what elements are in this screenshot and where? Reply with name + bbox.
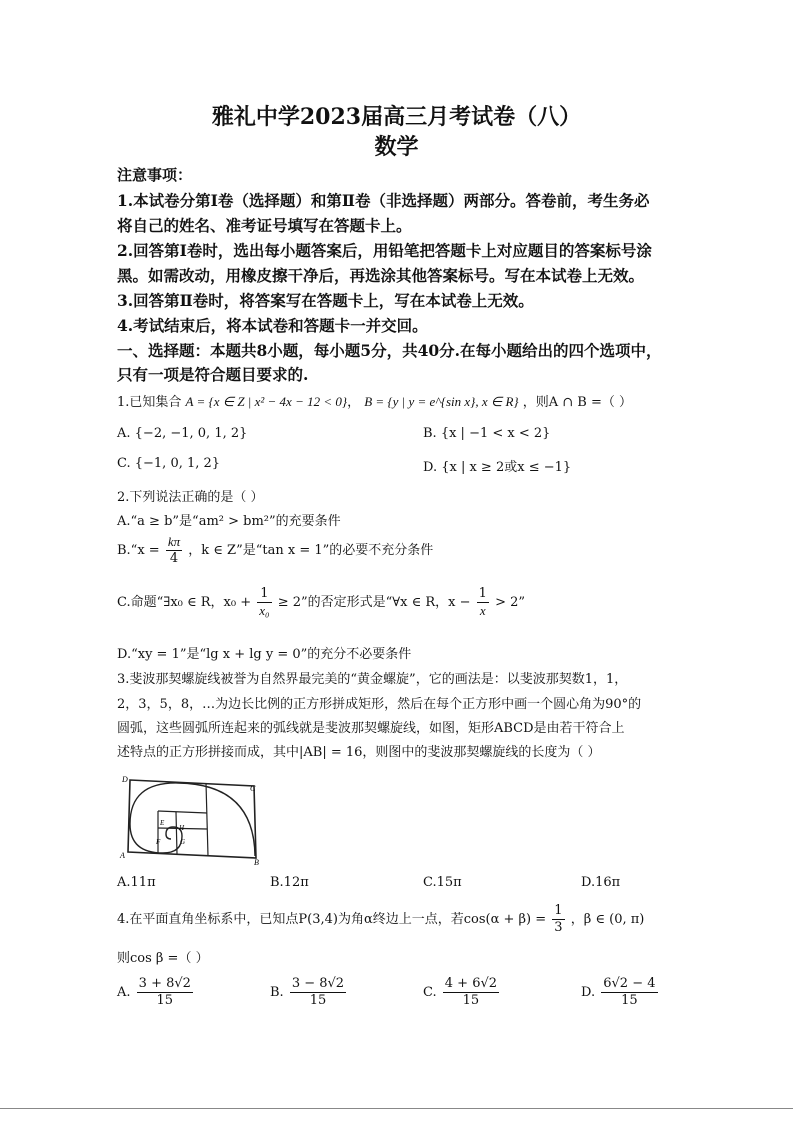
label-e: E xyxy=(160,819,165,827)
q3-option-a: A.11π xyxy=(117,875,156,890)
q2-b-post: ，k ∈ Z”是“tan x = 1”的必要不充分条件 xyxy=(188,543,434,558)
q1-option-a: A. {−2, −1, 0, 1, 2} xyxy=(117,426,248,441)
q2-option-d: D.“xy = 1”是“lg x + lg y = 0”的充分不必要条件 xyxy=(117,647,412,662)
spiral-curve xyxy=(130,783,255,856)
note-2b: 黑。如需改动，用橡皮擦干净后，再选涂其他答案标号。写在本试卷上无效。 xyxy=(117,266,645,285)
q4-num: 1 xyxy=(554,903,563,918)
q4-l1-post: ，β ∈ (0, π) xyxy=(570,912,645,927)
q4-d-fraction xyxy=(601,976,657,1009)
note-1b: 将自己的姓名、准考证号填写在答题卡上。 xyxy=(117,216,412,235)
q4-a-fraction xyxy=(137,976,193,1009)
q2-c-den2: x xyxy=(479,603,486,618)
label-d: D xyxy=(122,775,128,784)
divider-line-1 xyxy=(206,783,208,856)
q2-c-num: 1 xyxy=(257,586,271,603)
q4-c-num: 4 + 6√2 xyxy=(444,976,498,991)
q4-option-d xyxy=(581,976,660,1009)
q4-a-label: A. xyxy=(117,985,131,1000)
q4-d-den: 15 xyxy=(621,993,638,1008)
q3-option-c: C.15π xyxy=(423,875,462,890)
q1-set-b: B = {y | y = e^{sin x}, x ∈ R} xyxy=(364,394,519,409)
q1-stem: 1.已知集合 A = {x ∈ Z | x² − 4x − 12 < 0}， B = {y | y = e^{sin x}, x ∈ R} ，则A ∩ B =（ ） xyxy=(117,394,632,410)
q2-b-fraction xyxy=(166,534,182,567)
q4-line-2: 则cos β =（ ） xyxy=(117,951,209,966)
q2-c-mid: ≥ 2”的否定形式是“∀x ∈ R，x − xyxy=(277,595,471,610)
q1-suffix: ，则A ∩ B =（ ） xyxy=(522,395,632,410)
section1-line-a: 一、选择题：本题共8小题，每小题5分，共40分.在每小题给出的四个选项中， xyxy=(117,341,662,360)
label-a: A xyxy=(120,851,125,860)
note-1a: 1.本试卷分第Ⅰ卷（选择题）和第Ⅱ卷（非选择题）两部分。答卷前，考生务必 xyxy=(117,191,650,210)
q1-option-b: B. {x | −1 < x < 2} xyxy=(423,426,551,441)
divider-line-2 xyxy=(158,811,207,813)
q4-b-den: 15 xyxy=(309,993,327,1008)
q4-a-num: 3 + 8√2 xyxy=(138,976,191,991)
q2-stem: 2.下列说法正确的是（ ） xyxy=(117,490,264,505)
q4-c-label: C. xyxy=(423,985,437,1000)
label-f: F xyxy=(156,838,161,846)
q3-line-3: 圆弧，这些圆弧所连起来的弧线就是斐波那契螺旋线，如图，矩形ABCD是由若干符合上 xyxy=(117,721,625,736)
q2-c-fraction-1 xyxy=(257,586,271,619)
q2-c-pre: C.命题“∃x₀ ∈ R，x₀ + xyxy=(117,595,252,610)
q1-option-d: D. {x | x ≥ 2或x ≤ −1} xyxy=(423,460,572,475)
q3-line-2: 2，3，5，8，…为边长比例的正方形拼成矩形，然后在每个正方形中画一个圆心角为90°的 xyxy=(117,697,642,712)
q2-c-den: x₀ xyxy=(259,603,270,618)
q2-option-c xyxy=(117,586,525,619)
q4-l1-pre: 4.在平面直角坐标系中，已知点P(3,4)为角α终边上一点，若cos(α + β) = xyxy=(117,912,547,927)
q4-option-a xyxy=(117,976,195,1009)
q4-b-fraction xyxy=(290,976,346,1009)
q1-option-c: C. {−1, 0, 1, 2} xyxy=(117,456,221,471)
q4-d-num: 6√2 − 4 xyxy=(603,976,656,991)
q2-b-num: kπ xyxy=(167,534,181,549)
q3-option-b: B.12π xyxy=(270,875,309,890)
page-bottom-divider xyxy=(0,1108,793,1109)
label-c: C xyxy=(250,784,256,793)
q1-prefix: 1.已知集合 xyxy=(117,395,182,410)
q4-b-num: 3 − 8√2 xyxy=(291,976,345,991)
q4-c-den: 15 xyxy=(462,993,480,1008)
q2-c-fraction-2 xyxy=(477,586,489,619)
note-2a: 2.回答第Ⅰ卷时，选出每小题答案后，用铅笔把答题卡上对应题目的答案标号涂 xyxy=(117,241,652,260)
q4-den: 3 xyxy=(554,920,563,935)
label-h: H xyxy=(179,824,185,832)
note-4: 4.考试结束后，将本试卷和答题卡一并交回。 xyxy=(117,316,428,335)
q4-c-fraction xyxy=(443,976,499,1009)
divider-line-3 xyxy=(176,812,177,854)
q2-c-post: > 2” xyxy=(495,595,526,610)
section1-line-b: 只有一项是符合题目要求的. xyxy=(117,365,309,384)
fibonacci-spiral-figure xyxy=(118,774,268,866)
q3-line-4: 述特点的正方形拼接而成，其中|AB| = 16，则图中的斐波那契螺旋线的长度为（ ） xyxy=(117,745,601,760)
q3-option-d: D.16π xyxy=(581,875,621,890)
page-title: 雅礼中学2023届高三月考试卷（八） xyxy=(211,104,582,130)
q3-line-1: 3.斐波那契螺旋线被誉为自然界最完美的“黄金螺旋”，它的画法是：以斐波那契数1，1， xyxy=(117,672,628,687)
q2-option-b xyxy=(117,534,433,567)
note-3: 3.回答第Ⅱ卷时，将答案写在答题卡上，写在本试卷上无效。 xyxy=(117,291,534,310)
q4-d-label: D. xyxy=(581,985,596,1000)
q4-option-b xyxy=(270,976,348,1009)
q2-option-a: A.“a ≥ b”是“am² > bm²”的充要条件 xyxy=(117,514,341,529)
q4-line-1 xyxy=(117,903,644,936)
label-b: B xyxy=(254,858,259,866)
q4-a-den: 15 xyxy=(156,993,174,1008)
label-g: G xyxy=(180,838,186,846)
notes-heading: 注意事项： xyxy=(117,166,193,184)
q4-b-label: B. xyxy=(270,985,284,1000)
q4-fraction xyxy=(552,903,564,936)
subject-title: 数学 xyxy=(374,134,419,160)
q2-c-num2: 1 xyxy=(478,586,487,601)
q4-option-c xyxy=(423,976,501,1009)
rectangle-abcd xyxy=(128,780,256,858)
q2-b-den: 4 xyxy=(169,551,179,566)
q1-set-a: A = {x ∈ Z | x² − 4x − 12 < 0} xyxy=(185,394,348,409)
q2-b-pre: B.“x = xyxy=(117,543,160,558)
